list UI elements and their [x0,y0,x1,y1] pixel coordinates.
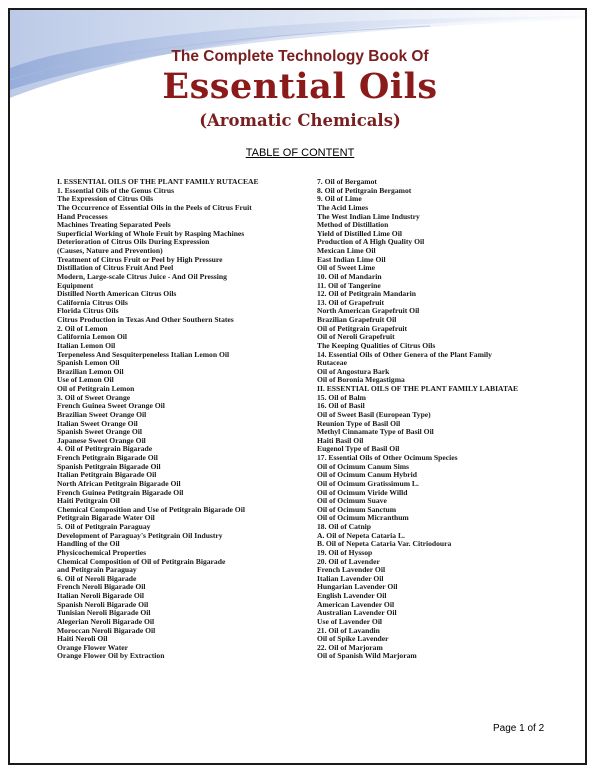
toc-entry: East Indian Lime Oil [317,254,386,264]
toc-entry: Spanish Neroli Bigarade Oil [57,599,149,609]
toc-entry: Oil of Neroli Grapefruit [317,332,395,342]
toc-entry: Terpeneless And Sesquiterpeneless Italian Lemon Oil [57,349,230,359]
toc-entry: 8. Oil of Petitgrain Bergamot [317,185,412,195]
toc-entry: Hungarian Lavender Oil [317,582,398,592]
toc-entry: 7. Oil of Bergamot [317,177,377,186]
book-title: Essential Oils [162,66,438,107]
toc-entry: Japanese Sweet Orange Oil [57,435,146,445]
toc-entry: 18. Oil of Catnip [317,522,372,531]
toc-entry: 17. Essential Oils of Other Ocimum Species [317,453,458,462]
toc-entry: Haiti Neroli Oil [57,634,108,644]
toc-entry: 5. Oil of Petitgrain Paraguay [57,522,151,531]
toc-entry: and Petitgrain Paraguay [57,565,137,575]
toc-entry: B. Oil of Nepeta Cataria Var. Citriodoura [317,539,452,549]
toc-entry: Spanish Sweet Orange Oil [57,427,143,437]
toc-entry: Modern, Large-scale Citrus Juice - And Oil Pressing [57,271,227,281]
toc-right-column [317,178,557,661]
toc-entry: Oil of Ocimum Micranthum [317,513,409,523]
toc-entry: Treatment of Citrus Fruit or Peel by High Pressure [57,254,223,264]
toc-entry: 11. Oil of Tangerine [317,280,381,290]
toc-entry: Petitgrain Bigarade Water Oil [57,513,155,523]
toc-entry: 15. Oil of Balm [317,392,366,402]
toc-entry: 13. Oil of Grapefruit [317,297,385,307]
toc-entry: Brazilian Lemon Oil [57,366,124,376]
toc-entry: California Citrus Oils [57,297,128,307]
toc-entry: Orange Flower Oil by Extraction [57,651,165,661]
toc-entry: The Keeping Qualities of Citrus Oils [317,340,436,350]
toc-entry: 1. Essential Oils of the Genus Citrus [57,185,175,195]
book-parenthetical: (Aromatic Chemicals) [199,111,401,130]
toc-entry: Oil of Angostura Bark [317,366,390,376]
toc-entry: French Guinea Petitgrain Bigarade Oil [57,487,184,497]
toc-entry: Oil of Boronia Megastigma [317,375,405,385]
book-subtitle: The Complete Technology Book Of [171,48,429,65]
toc-entry: Italian Lemon Oil [57,340,116,350]
toc-entry: Italian Neroli Bigarade Oil [57,591,144,600]
toc-entry: 4. Oil of Petitrgrain Bigarade [57,444,153,454]
toc-entry: 9. Oil of Lime [317,194,362,204]
toc-entry: Italian Petitgrain Bigarade Oil [57,470,157,480]
toc-entry: II. ESSENTIAL OILS OF THE PLANT FAMILY LABIATAE [317,384,519,393]
toc-entry: Mexican Lime Oil [317,246,376,255]
toc-entry: Moroccan Neroli Bigarade Oil [57,625,156,635]
toc-entry: North African Petitgrain Bigarade Oil [57,478,181,488]
toc-entry: Citrus Production in Texas And Other Southern States [57,315,234,324]
toc-entry: Brazilian Sweet Orange Oil [57,409,147,419]
toc-entry: Yield of Distilled Lime Oil [317,228,402,238]
toc-left-column [57,178,307,661]
toc-entry: Oil of Ocimum Viride Willd [317,487,408,497]
toc-entry: Oil of Ocimum Canum Hybrid [317,470,417,480]
toc-entry: Eugenol Type of Basil Oil [317,444,400,454]
toc-entry: The Occurrence of Essential Oils in the Peels of Citrus Fruit [57,202,252,212]
toc-entry: Production of A High Quality Oil [317,237,425,247]
toc-entry: Haiti Petitgrain Oil [57,496,120,506]
toc-entry: Orange Flower Water [57,642,128,652]
toc-entry: Italian Lavender Oil [317,573,384,583]
toc-entry: Tunisian Neroli Bigarade Oil [57,608,151,618]
toc-entry: The Acid Limes [317,202,369,212]
toc-entry: The West Indian Lime Industry [317,211,420,221]
toc-entry: 21. Oil of Lavandin [317,625,380,635]
toc-entry: Use of Lavender Oil [317,616,383,626]
toc-entry: Oil of Ocimum Canum Sims [317,461,409,471]
toc-entry: American Lavender Oil [317,599,395,609]
toc-entry: Oil of Ocimum Sanctum [317,504,397,514]
toc-heading: TABLE OF CONTENT [245,147,355,159]
toc-entry: Florida Citrus Oils [57,306,119,316]
toc-entry: 19. Oil of Hyssop [317,547,373,557]
toc-entry: 3. Oil of Sweet Orange [57,392,131,402]
toc-entry: 14. Essential Oils of Other Genera of the Plant Family [317,349,492,359]
page-number: Page 1 of 2 [493,723,545,734]
toc-entry: (Causes, Nature and Prevention) [57,246,163,255]
toc-entry: I. ESSENTIAL OILS OF THE PLANT FAMILY RUTACEAE [57,177,259,186]
toc-entry: Methyl Cinnamate Type of Basil Oil [317,427,434,437]
toc-entry: Machines Treating Separated Peels [57,220,171,230]
toc-entry: California Lemon Oil [57,332,128,342]
toc-entry: Rutaceae [317,358,347,368]
toc-entry: 6. Oil of Neroli Bigarade [57,573,137,583]
toc-entry: Physicochemical Properties [57,547,147,557]
toc-entry: Development of Paraguay's Petitgrain Oil Industry [57,530,223,540]
toc-entry: Superficial Working of Whole Fruit by Rasping Machines [57,228,245,238]
toc-entry: Oil of Sweet Lime [317,263,375,273]
toc-entry: Spanish Lemon Oil [57,358,120,368]
toc-entry: Use of Lemon Oil [57,375,114,385]
toc-entry: 10. Oil of Mandarin [317,271,382,281]
toc-entry: French Guinea Sweet Orange Oil [57,401,165,411]
toc-entry: Deterioration of Citrus Oils During Expression [57,237,210,247]
toc-entry: French Neroli Bigarade Oil [57,582,146,592]
toc-entry: Oil of Sweet Basil (European Type) [317,409,431,419]
toc-entry: Haiti Basil Oil [317,435,364,445]
toc-entry: Oil of Petitgrain Grapefruit [317,323,408,333]
toc-entry: Hand Processes [57,211,108,221]
toc-entry: Distilled North American Citrus Oils [57,289,177,299]
toc-entry: Spanish Petitgrain Bigarade Oil [57,461,161,471]
toc-entry: 16. Oil of Basil [317,401,365,411]
toc-entry: 22. Oil of Marjoram [317,642,383,652]
toc-entry: The Expression of Citrus Oils [57,194,154,204]
toc-entry: Alegerian Neroli Bigarade Oil [57,616,155,626]
toc-entry: Oil of Spanish Wild Marjoram [317,651,417,661]
toc-entry: Handling of the Oil [57,539,120,549]
toc-entry: English Lavender Oil [317,591,387,600]
toc-entry: French Petitgrain Bigarade Oil [57,453,158,462]
toc-entry: Chemical Composition and Use of Petitgrain Bigarade Oil [57,504,245,514]
toc-entry: Method of Distillation [317,220,389,230]
toc-entry: A. Oil of Nepeta Cataria L. [317,530,405,540]
toc-entry: Oil of Ocimum Gratissimum L. [317,478,419,488]
toc-entry: Equipment [57,280,94,290]
toc-entry: Oil of Petitgrain Lemon [57,384,135,393]
toc-entry: Reunion Type of Basil Oil [317,418,401,428]
toc-entry: North American Grapefruit Oil [317,306,420,316]
toc-entry: French Lavender Oil [317,565,386,575]
toc-entry: Italian Sweet Orange Oil [57,418,138,428]
toc-entry: Brazilian Grapefruit Oil [317,315,397,324]
toc-entry: Distillation of Citrus Fruit And Peel [57,263,174,273]
toc-entry: 20. Oil of Lavender [317,556,380,566]
toc-entry: Oil of Spike Lavender [317,634,389,644]
toc-entry: Chemical Composition of Oil of Petitgrain Bigarade [57,556,226,566]
toc-entry: Oil of Ocimum Suave [317,496,387,506]
toc-entry: Australian Lavender Oil [317,608,397,618]
toc-entry: 2. Oil of Lemon [57,323,108,333]
toc-entry: 12. Oil of Petitgrain Mandarin [317,289,416,299]
